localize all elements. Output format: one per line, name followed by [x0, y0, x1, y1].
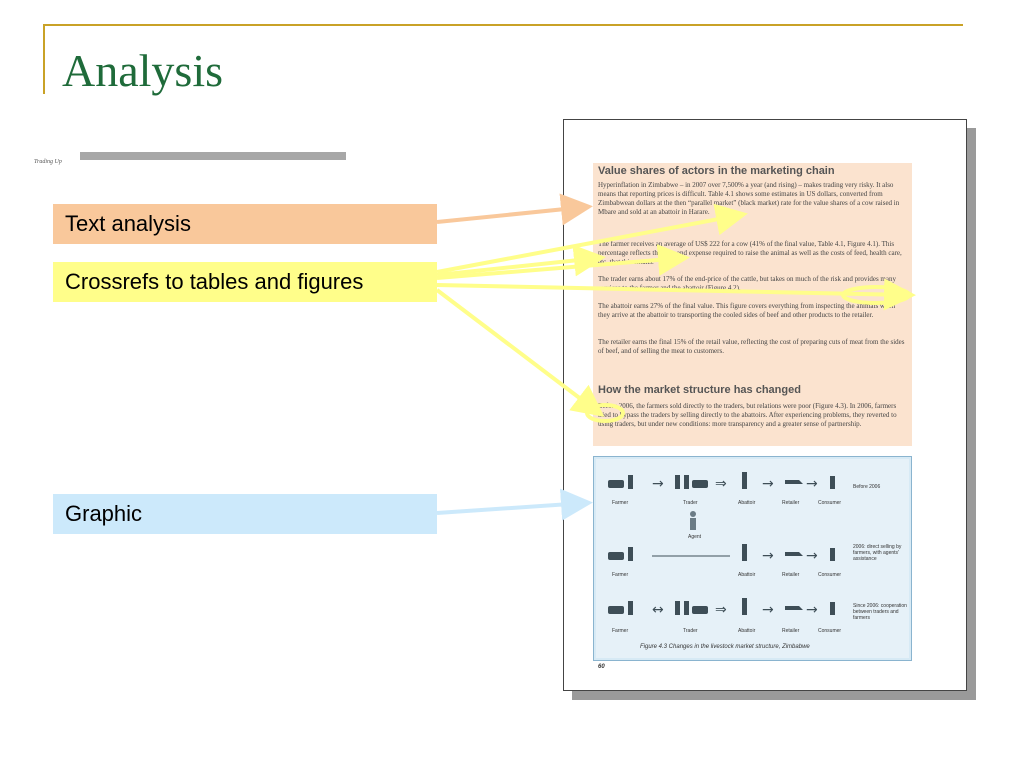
doc-heading-market-structure: How the market structure has changed — [598, 384, 801, 396]
double-arrow-icon: ↔ — [652, 602, 664, 618]
doc-paragraph-2: The farmer receives an average of US$ 222 for a cow (41% of the final value, Table 4.1, Figure 4.1). This percentage reflects the time and expense required to raise the animal as well as the costs of feed, health care, etc. that this entails. — [598, 240, 902, 266]
doc-paragraph-4: The abattoir earns 27% of the final value. This figure covers everything from inspecting the animals when they arrive at the abattoir to transporting the cooled sides of beef and other products to the retailer. — [598, 302, 896, 319]
fig-row2-abattoir: Abattoir — [738, 572, 756, 578]
fig-row1-retailer: Retailer — [782, 500, 800, 506]
slide-title: Analysis — [62, 45, 223, 96]
fig-row1-trader: Trader — [683, 500, 698, 506]
arrow-icon: → — [806, 476, 818, 492]
fig-row3-abattoir: Abattoir — [738, 628, 756, 634]
fig-row1-consumer: Consumer — [818, 500, 842, 506]
arrow-icon: → — [806, 602, 818, 618]
arrow-icon: → — [652, 476, 664, 492]
doc-paragraph-1: Hyperinflation in Zimbabwe – in 2007 over 7,500% a year (and rising) – makes trading very risky. It also means that reporting prices is difficult. Table 4.1 shows some estimates in US dollars, converted from Zimbabwean dollars at the then “parallel market” (black market) rate for the value shares of a cow raised in Mbare and sold at an abattoir in Harare. — [598, 181, 900, 216]
title-frame-top-line — [43, 24, 963, 26]
running-head-text: Trading Up — [34, 159, 62, 165]
arrow-icon: ⇒ — [715, 476, 727, 492]
fig-row3-retailer: Retailer — [782, 628, 800, 634]
arrow-icon: → — [806, 548, 818, 564]
doc-heading-value-shares: Value shares of actors in the marketing chain — [598, 165, 835, 177]
fig-row3-farmer: Farmer — [612, 628, 629, 634]
graphic-label: Graphic — [53, 494, 437, 534]
arrow-icon: → — [762, 476, 774, 492]
arrow-icon: → — [762, 602, 774, 618]
running-head — [34, 150, 350, 165]
fig-row1-note: Before 2006 — [853, 484, 881, 490]
arrow-icon: → — [762, 548, 774, 564]
fig-row3-trader: Trader — [683, 628, 698, 634]
doc-paragraph-6: Before 2006, the farmers sold directly to the traders, but relations were poor (Figure 4.3). In 2006, farmers tried to bypass the traders by selling directly to the abattoirs. After experiencing problems, they reverted to using traders, but under new conditions: more transparency and a greater sense of partnership. — [598, 402, 897, 428]
fig-row2-consumer: Consumer — [818, 572, 842, 578]
doc-paragraph-5: The retailer earns the final 15% of the retail value, reflecting the cost of preparing cuts of meat from the sides of beef, and of selling the meat to customers. — [598, 338, 905, 355]
figure-caption: Figure 4.3 Changes in the livestock market structure, Zimbabwe — [640, 644, 810, 650]
fig-row1-abattoir: Abattoir — [738, 500, 756, 506]
crossrefs-label: Crossrefs to tables and figures — [53, 262, 437, 302]
fig-row1-farmer: Farmer — [612, 500, 629, 506]
running-head-bar — [80, 152, 346, 160]
fig-row2-note: 2006: direct selling by farmers, with agents' assistance — [853, 544, 902, 562]
text-analysis-label: Text analysis — [53, 204, 437, 244]
fig-row2-agent: Agent — [688, 534, 702, 540]
title-frame-left-line — [43, 24, 45, 94]
doc-paragraph-3: The trader earns about 17% of the end-price of the cattle, but takes on much of the risk and provides many services to the farmer and the abattoir (Figure 4.2). — [598, 275, 896, 292]
fig-row2-farmer: Farmer — [612, 572, 629, 578]
page-number: 60 — [598, 664, 605, 670]
fig-row2-retailer: Retailer — [782, 572, 800, 578]
fig-row3-consumer: Consumer — [818, 628, 842, 634]
arrow-icon: ⇒ — [715, 602, 727, 618]
fig-row3-note: Since 2006: cooperation between traders and farmers — [853, 603, 907, 621]
